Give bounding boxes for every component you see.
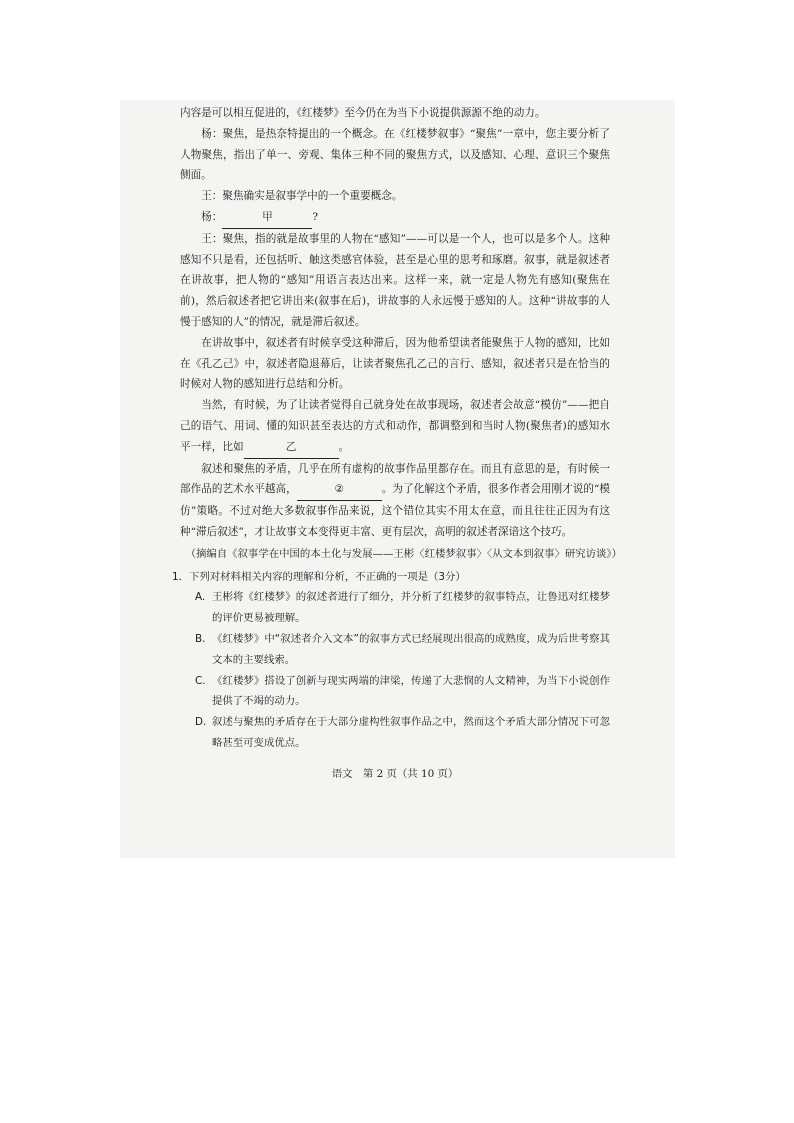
paragraph: 在讲故事中，叙述者有时候享受这种滞后，因为他希望读者能聚焦于人物的感知，比如在《孔乙己》中，叙述者隐退幕后，让读者聚焦孔乙己的言行、感知，叙述者只是在恰当的时候对人物的感知进行总结和分析。 [180,336,610,391]
paragraph: 王：聚焦确实是叙事学中的一个重要概念。 [201,190,403,203]
blank-yi: 乙 [244,437,339,459]
question-mark: ? [312,210,319,223]
paragraph-with-blank: 当然，有时候，为了让读者觉得自己就身处在故事现场，叙述者会故意“模仿”——把自己的语气、用词、懂的知识甚至表达的方式和动作，都调整到和当时人物(聚焦者)的感知水平一样，比如 乙 。 [180,395,610,458]
source-citation: （摘编自《叙事学在中国的本土化与发展——王彬〈红楼梦叙事〉〈从文本到叙事〉研究访谈》） [185,547,622,560]
option-b: B. 《红楼梦》中“叙述者介入文本”的叙事方式已经展现出很高的成熟度，成为后世考察其文本的主要线索。 [195,632,610,666]
speaker-label: 杨： [201,210,223,223]
blank-jia: 甲 [222,207,312,229]
exam-page [172,103,622,785]
paragraph-with-blank: 叙述和聚焦的矛盾，几乎在所有虚构的故事作品里都存在。而且有意思的是，有时候一部作品的艺术水平越高， ② 。为了化解这个矛盾，很多作者会用刚才说的“模仿”策略。不过对绝大多数叙事作品来说，这个错位其实不用太在意，而且往往正因为有这种“滞后叙述”，才让故事文本变得更丰富、更有层次，高明的叙述者深谙这个技巧。 [180,462,611,538]
paragraph: 杨：聚焦，是热奈特提出的一个概念。在《红楼梦叙事》“聚焦”一章中，您主要分析了人物聚焦，指出了单一、旁观、集体三种不同的聚焦方式，以及感知、心理、意识三个聚焦侧面。 [180,127,610,182]
question-stem: 1．下列对材料相关内容的理解和分析，不正确的一项是（3分） [172,570,466,583]
option-c: C. 《红楼梦》搭设了创新与现实两端的津梁，传递了大悲悯的人文精神，为当下小说创作提供了不竭的动力。 [195,674,610,708]
option-a: A. 王彬将《红楼梦》的叙述者进行了细分，并分析了红楼梦的叙事特点，让鲁迅对红楼梦的评价更易被理解。 [195,591,610,625]
paragraph: 王：聚焦，指的就是故事里的人物在“感知”——可以是一个人，也可以是多个人。这种感知不只是看，还包括听、触这类感官体验，甚至是心里的思考和琢磨。叙事，就是叙述者在讲故事，把人物的“感知”用语言表达出来。这样一来，就一定是人物先有感知(聚焦在前)，然后叙述者把它讲出来(叙事在后)，讲故事的人永远慢于感知的人。这种“讲故事的人慢于感知的人”的情况，就是滞后叙述。 [180,232,610,328]
option-d: D. 叙述与聚焦的矛盾存在于大部分虚构性叙事作品之中，然而这个矛盾大部分情况下可忽略甚至可变成优点。 [195,716,610,749]
page-footer: 语文 第 2 页（共 10 页） [331,767,459,780]
blank-2: ② [297,479,382,501]
dialogue-blank-line [180,207,610,229]
paragraph: 内容是可以相互促进的，《红楼梦》至今仍在为当下小说提供源源不绝的动力。 [180,107,546,119]
